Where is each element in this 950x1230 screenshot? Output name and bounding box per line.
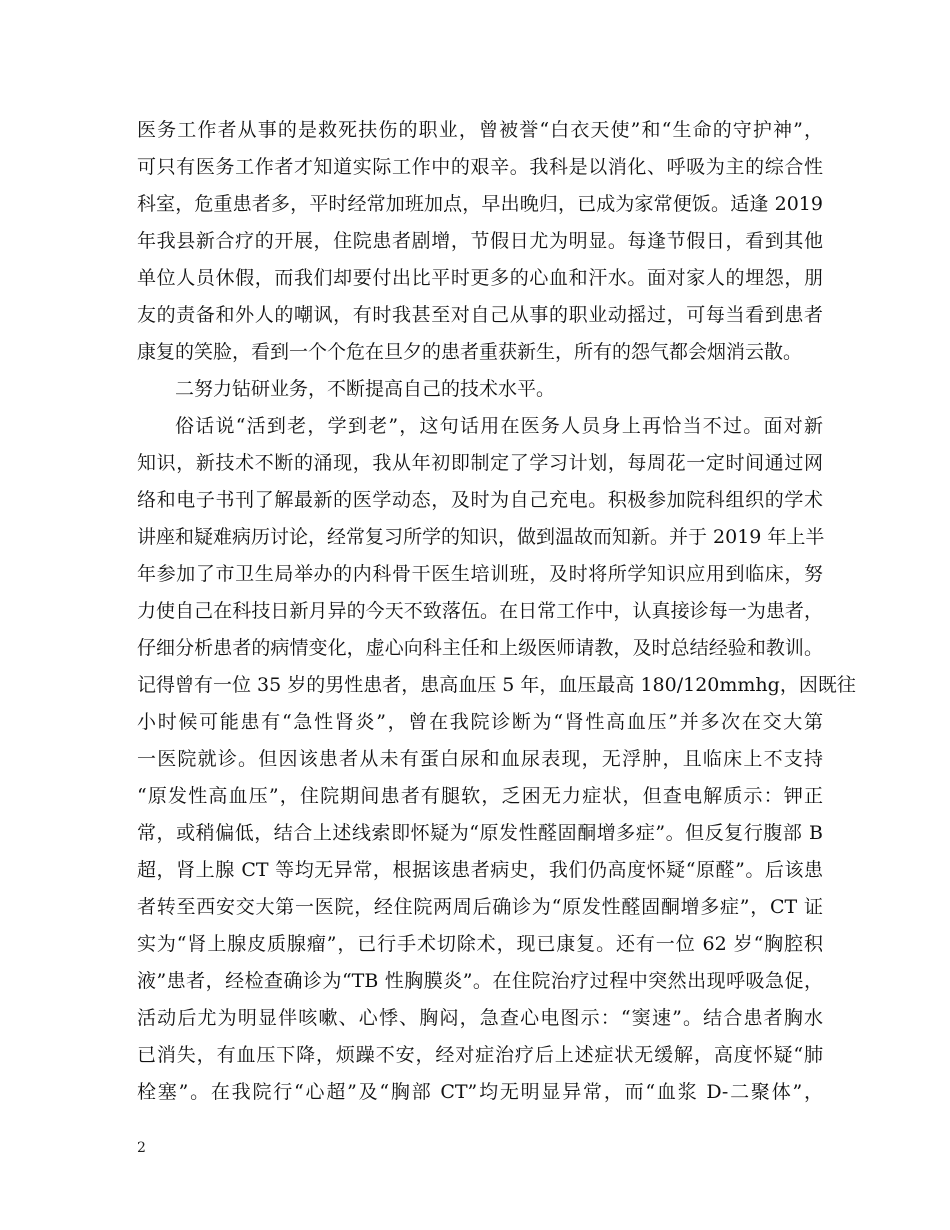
body-line: 一医院就诊。但因该患者从未有蛋白尿和血尿表现，无浮肿，且临床上不支持: [137, 748, 823, 770]
section-heading: 二努力钻研业务，不断提高自己的技术水平。: [175, 378, 556, 400]
body-line: 仔细分析患者的病情变化，虚心向科主任和上级医师请教，及时总结经验和教训。: [137, 637, 823, 659]
document-body: [137, 112, 856, 1111]
body-line: 医务工作者从事的是救死扶伤的职业，曾被誉“白衣天使”和“生命的守护神”，: [137, 119, 823, 141]
page-number: 2: [137, 1140, 146, 1156]
body-line: 络和电子书刊了解最新的医学动态，及时为自己充电。积极参加院科组织的学术: [137, 489, 823, 511]
body-line: 常，或稍偏低，结合上述线索即怀疑为“原发性醛固酮增多症”。但反复行腹部 B: [137, 822, 823, 844]
body-line: 知识，新技术不断的涌现，我从年初即制定了学习计划，每周花一定时间通过网: [137, 452, 823, 474]
body-line: 可只有医务工作者才知道实际工作中的艰辛。我科是以消化、呼吸为主的综合性: [137, 156, 823, 178]
body-line: “原发性高血压”，住院期间患者有腿软，乏困无力症状，但查电解质示：钾正: [137, 785, 823, 807]
body-line: 友的责备和外人的嘲讽，有时我甚至对自己从事的职业动摇过，可每当看到患者: [137, 304, 823, 326]
body-line: 科室，危重患者多，平时经常加班加点，早出晚归，已成为家常便饭。适逢 2019: [137, 193, 823, 215]
body-line: 栓塞”。在我院行“心超”及“胸部 CT”均无明显异常，而“血浆 D-二聚体”，: [137, 1081, 823, 1103]
body-line: 讲座和疑难病历讨论，经常复习所学的知识，做到温故而知新。并于 2019 年上半: [137, 526, 825, 548]
body-line: 年参加了市卫生局举办的内科骨干医生培训班，及时将所学知识应用到临床，努: [137, 563, 823, 585]
body-line: 已消失，有血压下降，烦躁不安，经对症治疗后上述症状无缓解，高度怀疑“肺: [137, 1044, 823, 1066]
body-line: 液”患者，经检查确诊为“TB 性胸膜炎”。在住院治疗过程中突然出现呼吸急促，: [137, 970, 823, 992]
body-line: 超，肾上腺 CT 等均无异常，根据该患者病史，我们仍高度怀疑“原醛”。后该患: [137, 859, 823, 881]
body-line: 单位人员休假，而我们却要付出比平时更多的心血和汗水。面对家人的埋怨，朋: [137, 267, 823, 289]
body-line: 记得曾有一位 35 岁的男性患者，患高血压 5 年，血压最高 180/120mmhg，因既往: [137, 674, 856, 696]
body-line: 小时候可能患有“急性肾炎”，曾在我院诊断为“肾性高血压”并多次在交大第: [137, 711, 823, 733]
body-line: 年我县新合疗的开展，住院患者剧增，节假日尤为明显。每逢节假日，看到其他: [137, 230, 823, 252]
body-line: 者转至西安交大第一医院，经住院两周后确诊为“原发性醛固酮增多症”，CT 证: [137, 896, 823, 918]
body-line: 俗话说“活到老，学到老”，这句话用在医务人员身上再恰当不过。面对新: [175, 415, 823, 437]
body-line: 活动后尤为明显伴咳嗽、心悸、胸闷，急查心电图示：“窦速”。结合患者胸水: [137, 1007, 823, 1029]
body-line: 康复的笑脸，看到一个个危在旦夕的患者重获新生，所有的怨气都会烟消云散。: [137, 341, 803, 363]
body-line: 力使自己在科技日新月异的今天不致落伍。在日常工作中，认真接诊每一为患者，: [137, 600, 823, 622]
body-line: 实为“肾上腺皮质腺瘤”，已行手术切除术，现已康复。还有一位 62 岁“胸腔积: [137, 933, 823, 955]
